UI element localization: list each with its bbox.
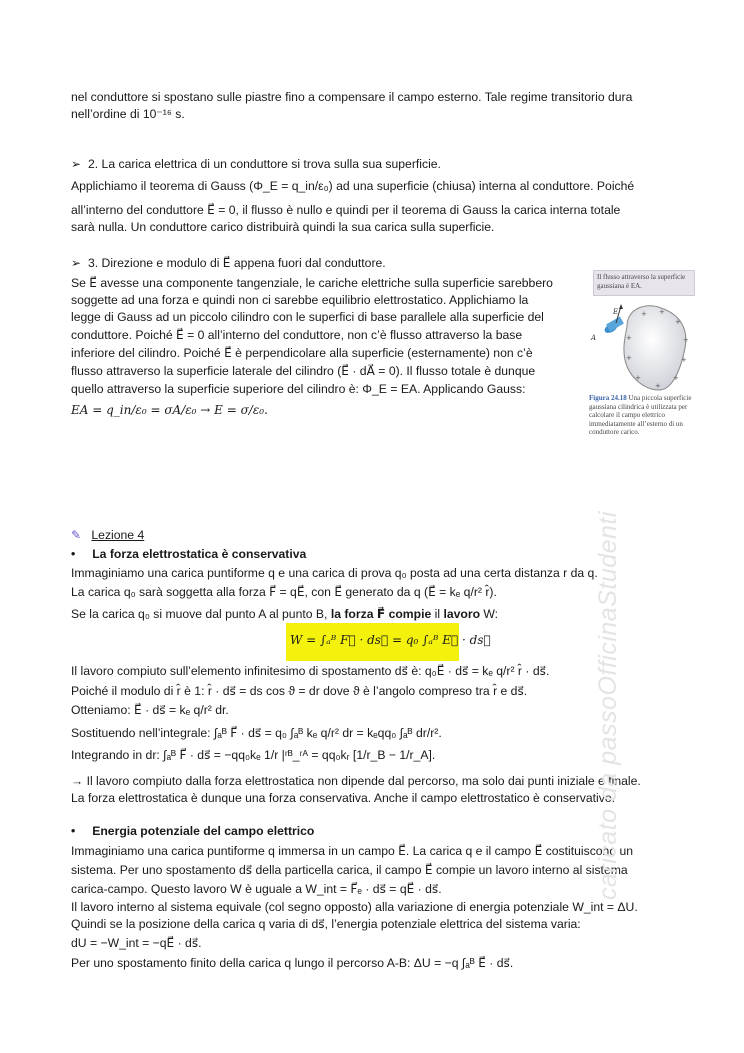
work-formula-highlight: W = ∫ₐᴮ F⃗ · ds⃗ = q₀ ∫ₐᴮ E⃗ · ds⃗	[286, 623, 459, 661]
svg-text:+: +	[655, 382, 661, 390]
text-line: Integrando in dr: ∫ₐᴮ F⃗ · ds⃗ = −qq₀kₑ 1/r |ʳᴮ_ʳᴬ = qq₀kᵣ [1/r_B − 1/r_A].	[71, 748, 436, 762]
pencil-icon: ✎	[71, 528, 82, 542]
svg-text:A: A	[591, 334, 597, 342]
svg-text:+: +	[626, 334, 632, 342]
point3-title: ➢ 3. Direzione e modulo di E⃗ appena fuori dal conduttore.	[71, 256, 386, 270]
svg-text:+: +	[641, 310, 647, 318]
text-line: quello attraverso la superficie superiore del cilindro è: Φ_E = EA. Applicando Gauss:	[71, 382, 526, 396]
text-line: Se E⃗ avesse una componente tangenziale, le cariche elettriche sulla superficie sarebbero	[71, 276, 553, 290]
point2-title: ➢ 2. La carica elettrica di un conduttore si trova sulla sua superficie.	[71, 157, 441, 171]
bullet-icon: •	[71, 824, 76, 838]
text-line: Sostituendo nell’integrale: ∫ₐᴮ F⃗ · ds⃗ = q₀ ∫ₐᴮ kₑ q/r² dr = kₑqq₀ ∫ₐᴮ dr/r².	[71, 726, 442, 740]
section-heading: • La forza elettrostatica è conservativa	[71, 547, 307, 561]
text-line: Quindi se la posizione della carica q varia di ds⃗, l’energia potenziale elettrica del sistema varia:	[71, 917, 581, 931]
text-line: sistema. Per uno spostamento ds⃗ della particella carica, il campo E⃗ compie un lavoro interno al sistema	[71, 863, 628, 877]
arrow-bullet-icon: ➢	[71, 157, 82, 171]
text-line: legge di Gauss ad un piccolo cilindro con le superfici di base parallele alla superficie del	[71, 310, 544, 324]
text-line: flusso attraverso la superficie laterale del cilindro (E⃗ · dA⃗ = 0). Il flusso totale è dunque	[71, 364, 536, 378]
bullet-icon: •	[71, 547, 76, 561]
svg-text:E: E	[613, 308, 619, 316]
arrow-bullet-icon: ➢	[71, 256, 82, 270]
text-line: La carica q₀ sarà soggetta alla forza F⃗ = qE⃗, con E⃗ generato da q (E⃗ = kₑ q/r² r̂).	[71, 585, 497, 599]
lesson-heading: ✎ Lezione 4	[71, 528, 145, 542]
text-line: dU = −W_int = −qE⃗ · ds⃗.	[71, 936, 202, 950]
text-line: nell’ordine di 10⁻¹⁶ s.	[71, 107, 185, 121]
text-line: Il lavoro compiuto sull’elemento infinitesimo di spostamento ds⃗ è: q₀E⃗ · ds⃗ = kₑ q/r² r̂ · ds⃗.	[71, 664, 550, 678]
text-line: Poiché il modulo di r̂ è 1: r̂ · ds⃗ = ds cos ϑ = dr dove ϑ è l’angolo compreso tra r̂ e ds⃗.	[71, 684, 528, 698]
text-line: Immaginiamo una carica puntiforme q immersa in un campo E⃗. La carica q e il campo E⃗ costituiscono un	[71, 844, 634, 858]
text-line: Se la carica q₀ si muove dal punto A al punto B, la forza F⃗ compie il lavoro W:	[71, 607, 499, 621]
text-line: sarà nulla. Un conduttore carico distribuirà quindi la sua carica sulla superficie.	[71, 220, 495, 234]
text-line: → Il lavoro compiuto dalla forza elettrostatica non dipende dal percorso, ma solo dai punti iniziale e finale.	[71, 774, 641, 788]
text-line: carica-campo. Questo lavoro W è uguale a W_int = F⃗ₑ · ds⃗ = qE⃗ · ds⃗.	[71, 882, 442, 896]
text-line: Applichiamo il teorema di Gauss (Φ_E = q_in/ε₀) ad una superficie (chiusa) interna al conduttore. Poiché	[71, 179, 635, 193]
svg-text:+: +	[683, 336, 689, 344]
text-line: conduttore. Poiché E⃗ = 0 all’interno del conduttore, non c’è flusso attraverso la base	[71, 328, 523, 342]
watermark: caricato da passoOfficinaStudenti	[594, 511, 622, 900]
svg-text:+: +	[673, 374, 679, 382]
text-line: nel conduttore si spostano sulle piastre fino a compensare il campo esterno. Tale regime transitorio dura	[71, 90, 633, 104]
text-line: Per uno spostamento finito della carica q lungo il percorso A-B: ΔU = −q ∫ₐᴮ E⃗ · ds⃗.	[71, 956, 514, 970]
svg-text:+: +	[635, 374, 641, 382]
figure-label-box: Il flusso attraverso la superficie gaussiana è EA.	[593, 270, 695, 296]
svg-text:+: +	[675, 318, 681, 326]
svg-text:+: +	[659, 308, 665, 316]
text-line: Otteniamo: E⃗ · ds⃗ = kₑ q/r² dr.	[71, 703, 229, 717]
text-line: La forza elettrostatica è dunque una forza conservativa. Anche il campo elettrostatico è conservativo.	[71, 791, 616, 805]
text-line: soggette ad una forza e quindi non ci sarebbe equilibrio elettrostatico. Applichiamo la	[71, 293, 529, 307]
text-line: Immaginiamo una carica puntiforme q e una carica di prova q₀ posta ad una certa distanza r da q.	[71, 566, 598, 580]
svg-text:+: +	[626, 354, 632, 362]
text-line: inferiore del cilindro. Poiché E⃗ è perpendicolare alla superficie (esternamente) non c’è	[71, 346, 533, 360]
figure-24-18	[589, 268, 701, 448]
figure-caption: Figura 24.18 Una piccola superficie gaussiana cilindrica è utilizzata per calcolare il campo elettrico immediatamente all’esterno di un conduttore carico.	[589, 394, 692, 436]
gauss-formula: EA = q_in/ε₀ = σA/ε₀ → E = σ/ε₀.	[71, 403, 268, 417]
text-line: Il lavoro interno al sistema equivale (col segno opposto) alla variazione di energia potenziale W_int = ΔU.	[71, 900, 638, 914]
text-line: all’interno del conduttore E⃗ = 0, il flusso è nullo e quindi per il teorema di Gauss la carica interna totale	[71, 203, 621, 217]
svg-text:+: +	[681, 356, 687, 364]
section-heading: • Energia potenziale del campo elettrico	[71, 824, 315, 838]
conductor-illustration	[589, 268, 701, 394]
